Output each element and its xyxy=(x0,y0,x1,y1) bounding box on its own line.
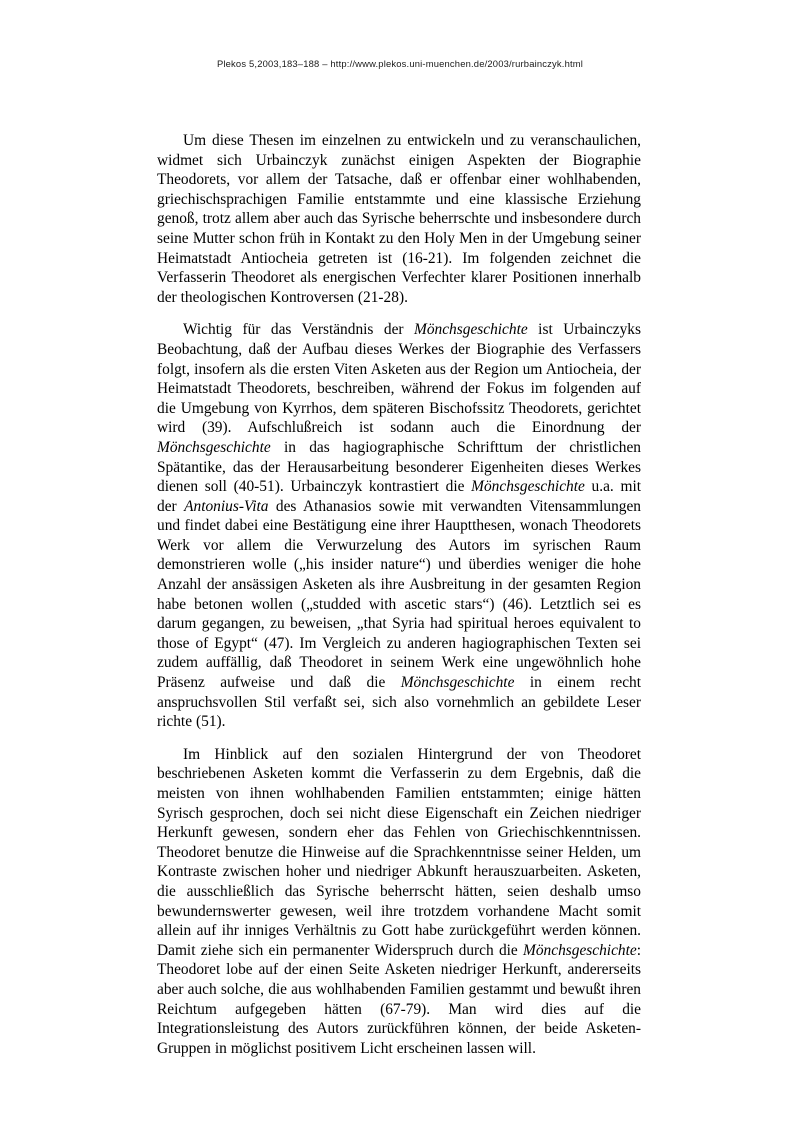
text-run: Wichtig für das Verständnis der xyxy=(183,321,415,339)
text-run: ist Urbainczyks Beobachtung, daß der Aufbau dieses Werkes der Biographie des Verfassers folgt, insofern als die ersten Viten Asketen aus der Region um Antiocheia, der Heimatstadt Theodorets, beschreiben, während der Fokus im folgenden auf die Umgebung von Kyrrhos, dem späteren Bischofssitz Theodorets, gerichtet wird (39). Aufschlußreich ist sodann auch die Einordnung der xyxy=(157,321,641,437)
text-run: : Theodoret lobe auf der einen Seite Asketen niedriger Herkunft, andererseits aber auch solche, die aus wohlhabenden Familien gestammt und bewußt ihren Reichtum aufgegeben hätten (67-79). Man wird dies auf die Integrationsleistung des Autors zurückführen können, der beide Asketen-Gruppen in möglichst positivem Licht erscheinen lassen will. xyxy=(157,941,641,1057)
text-run: in das hagiographische Schrifttum der christlichen Spätantike, das der Herausarbeitung besonderer Eigenheiten dieses Werkes dienen soll (40-51). Urbainczyk kontrastiert die xyxy=(157,438,641,496)
text-run: in einem recht anspruchsvollen Stil verfaßt sei, sich also vornehmlich an gebildete Leser richte (51). xyxy=(157,674,641,731)
para-2 xyxy=(157,320,641,731)
para-1 xyxy=(157,131,641,307)
italic-title: Mönchsgeschichte xyxy=(523,941,637,959)
italic-title: Mönchsgeschichte xyxy=(414,321,528,339)
para-3 xyxy=(157,745,641,1059)
text-run: Um diese Thesen im einzelnen zu entwickeln und zu veranschaulichen, widmet sich Urbainczyk zunächst einigen Aspekten der Biographie Theodorets, vor allem der Tatsache, daß er offenbar einer wohlhabenden, griechischsprachigen Familie entstammte und eine klassische Erziehung genoß, trotz allem aber auch das Syrische beherrschte und insbesondere durch seine Mutter schon früh in Kontakt zu den Holy Men in der Umgebung seiner Heimatstadt Antiocheia getreten ist (16-21). Im folgenden zeichnet die Verfasserin Theodoret als energischen Verfechter klarer Positionen innerhalb der theologischen Kontroversen (21-28). xyxy=(157,132,641,306)
text-run: des Athanasios sowie mit verwandten Vitensammlungen und findet dabei eine Bestätigung eine ihrer Hauptthesen, wonach Theodorets Werk vor allem die Verwurzelung des Autors im syrischen Raum demonstrieren wolle („his insider nature“) und überdies weniger die hohe Anzahl der ansässigen Asketen als ihre Ausbreitung in der gesamten Region habe betonen wollen („studded with ascetic stars“) (46). Letztlich sei es darum gegangen, zu beweisen, „that Syria had spiritual heroes equivalent to those of Egypt“ (47). Im Vergleich zu anderen hagiographischen Texten sei zudem auffällig, daß Theodoret in seinem Werk eine ungewöhnlich hohe Präsenz aufweise und daß die xyxy=(157,497,641,692)
italic-title: Antonius-Vita xyxy=(184,497,269,515)
text-run: u.a. mit der xyxy=(157,478,641,515)
running-head: Plekos 5,2003,183–188 – http://www.plekos.uni-muenchen.de/2003/rurbainczyk.html xyxy=(216,58,584,69)
italic-title: Mönchsgeschichte xyxy=(471,478,585,496)
italic-title: Mönchsgeschichte xyxy=(400,674,515,692)
body-text-column xyxy=(157,131,641,1058)
italic-title: Mönchsgeschichte xyxy=(157,438,271,456)
text-run: Im Hinblick auf den sozialen Hintergrund der von Theodoret beschriebenen Asketen kommt die Verfasserin zu dem Ergebnis, daß die meisten von ihnen wohlhabenden Familien entstammten; einige hätten Syrisch gesprochen, doch sei nicht diese Eigenschaft ein Zeichen niedriger Herkunft gewesen, sondern eher das Fehlen von Griechischkenntnissen. Theodoret benutze die Hinweise auf die Sprachkenntnisse seiner Helden, um Kontraste zwischen hoher und niedriger Abkunft herauszuarbeiten. Asketen, die ausschließlich das Syrische beherrscht hätten, seien deshalb umso bewundernswerter gewesen, weil ihre trotzdem vorhandene Macht somit allein auf ihr inniges Verhältnis zu Gott habe zurückgeführt werden können. Damit ziehe sich ein permanenter Widerspruch durch die xyxy=(157,745,641,959)
